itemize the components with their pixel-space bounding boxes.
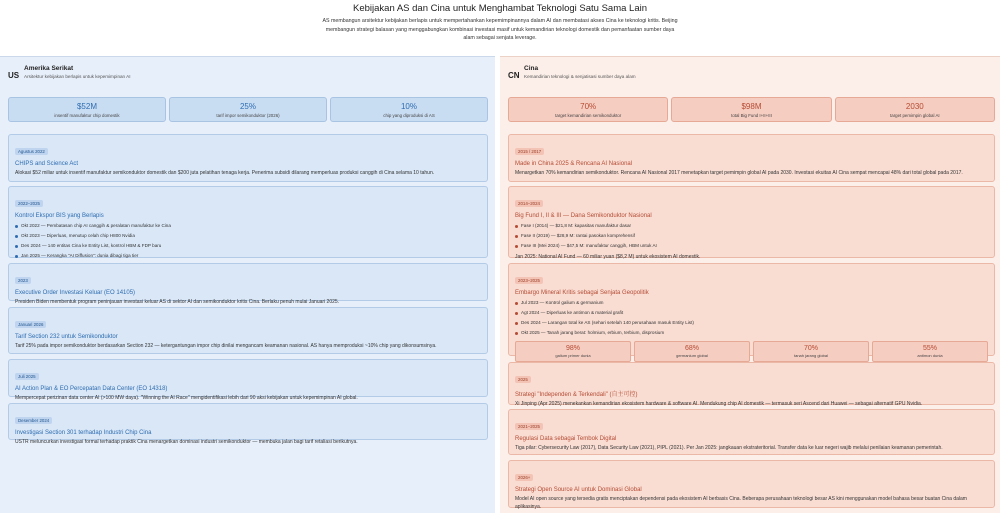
card-title: Strategi Open Source AI untuk Dominasi Global bbox=[515, 487, 642, 493]
cn-stat-card bbox=[835, 97, 995, 122]
mineral-value: 68% bbox=[684, 345, 699, 352]
page-header bbox=[0, 0, 1000, 52]
us-stats-row bbox=[8, 97, 488, 122]
cn-panel-header bbox=[508, 65, 636, 80]
mineral-value: 98% bbox=[565, 345, 580, 352]
stat-label: total Big Fund I+II+III bbox=[731, 113, 772, 118]
card-title: Big Fund I, II & III — Dana Semikonduktor Nasional bbox=[515, 213, 652, 219]
cn-panel-title: Cina bbox=[524, 65, 539, 72]
mineral-value: 55% bbox=[922, 345, 937, 352]
mineral-stat bbox=[872, 341, 988, 362]
us-panel-description: Arsitektur kebijakan berlapis untuk kepemimpinan AI bbox=[24, 74, 131, 79]
date-badge: Agustus 2022 bbox=[15, 148, 48, 155]
card-title: AI Action Plan & EO Percepatan Data Center (EO 14318) bbox=[15, 386, 168, 392]
cn-stat-card bbox=[671, 97, 831, 122]
stat-value: 25% bbox=[239, 102, 256, 111]
us-policy-card bbox=[8, 307, 488, 354]
stat-label: insentif manufaktur chip domestik bbox=[54, 113, 120, 118]
mineral-label: germanium global bbox=[676, 353, 708, 358]
card-title: Made in China 2025 & Rencana AI Nasional bbox=[515, 161, 633, 167]
date-badge: 2025 bbox=[515, 376, 531, 383]
page-subtitle: AS membangun arsitektur kebijakan berlapis untuk mempertahankan kepemimpinannya dalam AI dan membatasi akses Cina ke teknologi kritis. Beijing membangun strategi balasan yang menggabungkan kombinasi investasi masif untuk kemandirian teknologi domestik dan pemanfaatan sumber daya alam sebagai senjata leverage. bbox=[322, 18, 678, 42]
bullet-item: Okt 2025 — Tanah jarang berat: holmium, erbium, terbium, disprosium bbox=[515, 328, 988, 338]
us-panel-header bbox=[8, 65, 130, 80]
us-policy-card bbox=[8, 134, 488, 182]
bullet-item: Des 2024 — Larangan total ke AS (sehari setelah 140 perusahaan masuk Entity List) bbox=[515, 318, 988, 328]
date-badge: 2022–2025 bbox=[15, 200, 43, 207]
us-stat-card bbox=[8, 97, 166, 122]
card-title: Embargo Mineral Kritis sebagai Senjata Geopolitik bbox=[515, 290, 649, 296]
cn-stats-row bbox=[508, 97, 995, 122]
card-text: Xi Jinping (Apr 2025) menekankan kemandirian ekosistem hardware & software AI. Mendukung chip AI domestik — termasuk seri Ascend dari Huawei — sebagai alternatif GPU Nvidia. bbox=[515, 400, 923, 407]
bullet-item: Jan 2025 — Kerangka "AI Diffusion": dunia dibagi tiga tier bbox=[15, 251, 481, 261]
card-text: Tarif 25% pada impor semikonduktor berdasarkan Section 232 — ketergantungan impor chip dinilai mengancam keamanan nasional. AS hanya memproduksi ~10% chip yang dikonsumsinya. bbox=[15, 342, 437, 349]
mineral-value: 70% bbox=[803, 345, 818, 352]
stat-label: tarif impor semikonduktor (2026) bbox=[216, 113, 280, 118]
card-title: Tarif Section 232 untuk Semikonduktor bbox=[15, 334, 118, 340]
page-title: Kebijakan AS dan Cina untuk Menghambat Teknologi Satu Sama Lain bbox=[353, 3, 647, 14]
cn-policy-card bbox=[508, 362, 995, 405]
card-text: Menargetkan 70% kemandirian semikonduktor. Rencana AI Nasional 2017 menetapkan target pemimpin global AI pada 2030. Investasi ekuitas AI Cina sempat mencapai 48% dari total global pada 2017. bbox=[515, 169, 963, 176]
stat-value: $52M bbox=[76, 102, 97, 111]
date-badge: Januari 2026 bbox=[15, 321, 46, 328]
card-text: Presiden Biden membentuk program peninjauan investasi keluar AS di sektor AI dan semikonduktor kritis Cina. Berlaku penuh mulai Januari 2025. bbox=[15, 298, 340, 305]
mineral-stat bbox=[634, 341, 750, 362]
card-title: Strategi "Independen & Terkendali" (自主可控) bbox=[515, 392, 638, 398]
stat-label: target kemandirian semikonduktor bbox=[555, 113, 622, 118]
cn-panel bbox=[500, 56, 1000, 513]
stat-value: 70% bbox=[580, 102, 597, 111]
us-country-code: US bbox=[8, 71, 20, 80]
date-badge: 2014–2024 bbox=[515, 200, 543, 207]
mineral-stats-row bbox=[515, 341, 988, 362]
card-text: Mempercepat perizinan data center AI (>100 MW daya). "Winning the AI Race" mengidentifikasi lebih dari 90 aksi kebijakan untuk kepemimpinan AI global. bbox=[15, 394, 358, 401]
mineral-stat bbox=[753, 341, 869, 362]
cn-policy-card bbox=[508, 186, 995, 258]
bullet-item: Fase I (2014) — $21,8 M: kapasitas manufaktur dasar bbox=[515, 221, 988, 231]
stat-value: $98M bbox=[741, 102, 762, 111]
bullet-item: Fase II (2019) — $28,9 M: rantai pasokan komprehensif bbox=[515, 231, 988, 241]
stat-label: chip yang diproduksi di AS bbox=[383, 113, 435, 118]
us-policy-card bbox=[8, 263, 488, 305]
bullet-list bbox=[515, 221, 988, 251]
mineral-stat bbox=[515, 341, 631, 362]
card-title: Kontrol Ekspor BIS yang Berlapis bbox=[15, 213, 104, 219]
cn-country-code: CN bbox=[508, 71, 520, 80]
stat-value: 10% bbox=[400, 102, 417, 111]
bullet-item: Agt 2024 — Diperluas ke antimon & material grafit bbox=[515, 308, 988, 318]
stat-label: target pemimpin global AI bbox=[890, 113, 940, 118]
date-badge: 2023–2025 bbox=[515, 277, 543, 284]
cn-policy-card bbox=[508, 263, 995, 356]
date-badge: 2023 bbox=[15, 277, 31, 284]
card-text: USTR meluncurkan investigasi formal terhadap praktik Cina menargetkan dominasi industri semikonduktor — membuka jalan bagi tarif retaliasi berikutnya. bbox=[15, 438, 358, 445]
us-policy-card bbox=[8, 186, 488, 258]
cn-stat-card bbox=[508, 97, 668, 122]
card-title: Executive Order Investasi Keluar (EO 14105) bbox=[15, 290, 136, 296]
date-badge: 2021–2025 bbox=[515, 423, 543, 430]
date-badge: Desember 2024 bbox=[15, 417, 52, 424]
us-policy-card bbox=[8, 403, 488, 445]
cn-policy-card bbox=[508, 409, 995, 455]
date-badge: 2026+ bbox=[515, 474, 533, 481]
us-panel-title: Amerika Serikat bbox=[24, 65, 74, 72]
bullet-item: Jul 2023 — Kontrol galium & germanium bbox=[515, 298, 988, 308]
us-stat-card bbox=[169, 97, 327, 122]
card-title: Investigasi Section 301 terhadap Industri Chip Cina bbox=[15, 430, 152, 436]
bullet-list bbox=[15, 221, 481, 261]
bullet-item: Okt 2022 — Pembatasan chip AI canggih & peralatan manufaktur ke Cina bbox=[15, 221, 481, 231]
card-text: Alokasi $52 miliar untuk insentif manufaktur semikonduktor domestik dan $200 juta pelatihan tenaga kerja. Penerima subsidi dilarang memperluas produksi canggih di Cina selama 10 tahun. bbox=[15, 169, 435, 176]
bullet-list bbox=[515, 298, 988, 338]
mineral-label: galium primer dunia bbox=[555, 353, 591, 358]
us-policy-card bbox=[8, 359, 488, 401]
bullet-item: Fase III (Mei 2024) — $47,5 M: manufaktur canggih, HBM untuk AI bbox=[515, 241, 988, 251]
cn-policy-card bbox=[508, 134, 995, 182]
date-badge: 2015 / 2017 bbox=[515, 148, 544, 155]
mineral-label: antimon dunia bbox=[917, 353, 943, 358]
bullet-item: Okt 2023 — Diperluas, menutup celah chip H800 Nvidia bbox=[15, 231, 481, 241]
card-text: Jan 2025: National AI Fund — 60 miliar yuan ($8,2 M) untuk ekosistem AI domestik. bbox=[515, 253, 701, 260]
us-stat-card bbox=[330, 97, 488, 122]
card-title: Regulasi Data sebagai Tembok Digital bbox=[515, 436, 617, 442]
card-text: Model AI open source yang tersedia gratis menciptakan dependensi pada ekosistem AI berbasis Cina. Beberapa perusahaan teknologi besar AS kini menggunakan model bahasa besar buatan Cina dalam aplikasinya. bbox=[515, 495, 967, 510]
date-badge: Juli 2025 bbox=[15, 373, 39, 380]
us-panel bbox=[0, 56, 495, 513]
card-text: Tiga pilar: Cybersecurity Law (2017), Data Security Law (2021), PIPL (2021). Per Jan 2025: jangkauan ekstrateritorial. Transfer data ke luar negeri wajib melalui penilaian keamanan pemerintah. bbox=[515, 444, 943, 451]
cn-policy-card bbox=[508, 460, 995, 508]
cn-panel-description: Kemandirian teknologi & senjatisasi sumber daya alam bbox=[524, 74, 636, 79]
stat-value: 2030 bbox=[905, 102, 924, 111]
mineral-label: tanah jarang global bbox=[793, 353, 829, 358]
bullet-item: Des 2024 — 140 entitas Cina ke Entity List, kontrol HBM & FDP baru bbox=[15, 241, 481, 251]
card-title: CHIPS and Science Act bbox=[15, 161, 79, 167]
